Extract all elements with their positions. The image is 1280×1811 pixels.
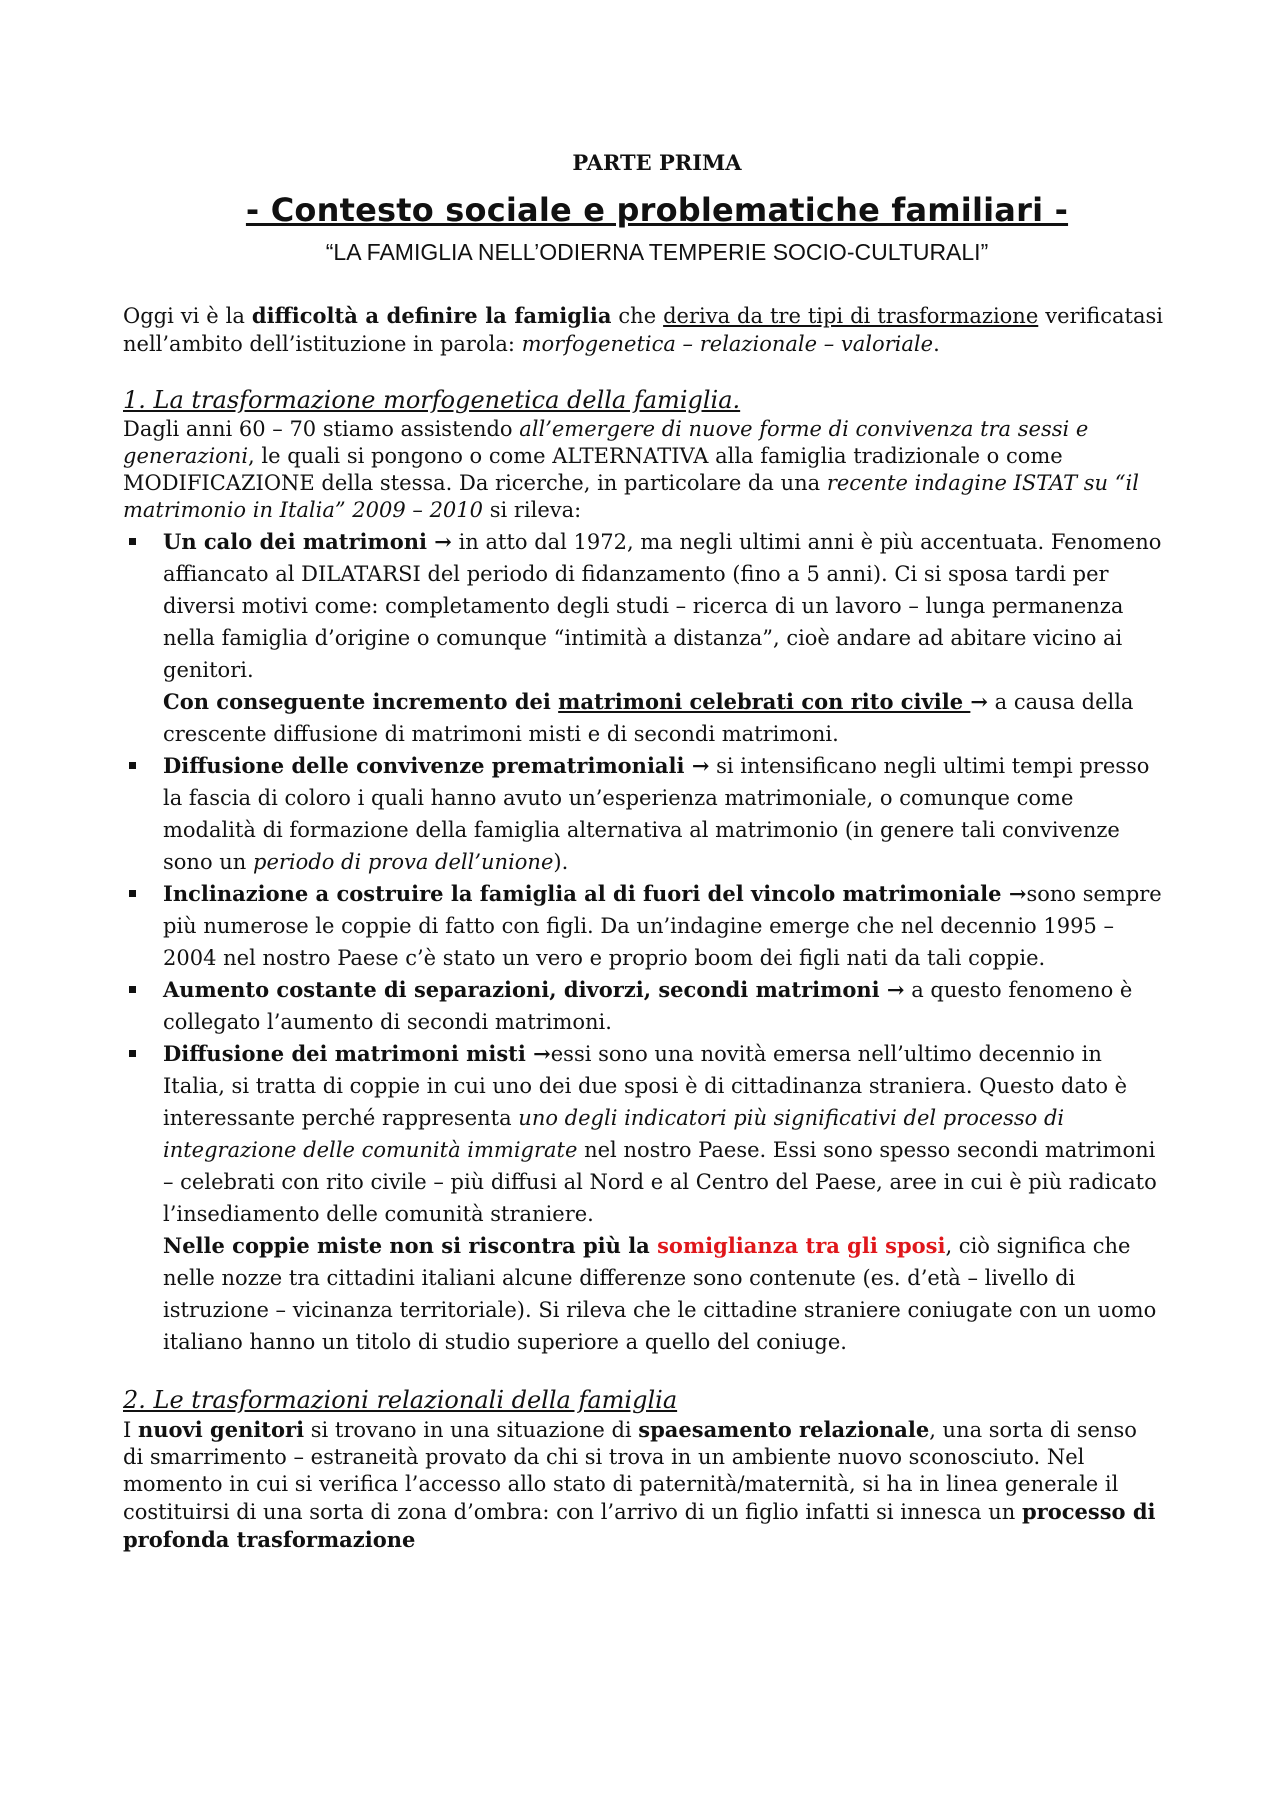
intro-paragraph xyxy=(123,302,1163,358)
section-1-text: , le quali si pongono o come ALTERNATIVA alla famiglia tradizionale o come MODIFICAZIONE della stessa. Da ricerche, in particolare da una xyxy=(123,444,1063,495)
bullet-text: a questo fenomeno è collegato l’aumento di secondi matrimoni. xyxy=(163,978,1133,1034)
list-item xyxy=(123,878,1163,974)
bullet-bold-underline: matrimoni celebrati con rito civile xyxy=(558,689,971,714)
bullet-text: ). xyxy=(553,850,569,874)
intro-italic: morfogenetica – relazionale – valoriale xyxy=(521,332,934,356)
square-bullet-icon xyxy=(129,890,136,897)
section-1-italic: recente indagine ISTAT su “il matrimonio in Italia” 2009 – 2010 xyxy=(123,471,1139,522)
arrow-icon: → xyxy=(970,689,988,714)
bullet-bold: Nelle coppie miste non si riscontra più la xyxy=(163,1233,658,1258)
intro-text: Oggi vi è la xyxy=(123,304,252,328)
bullet-bold: Diffusione dei matrimoni misti xyxy=(163,1041,534,1066)
section-2-text: I xyxy=(123,1418,138,1442)
bullet-bold: Un calo dei matrimoni xyxy=(163,529,435,554)
bullet-subparagraph xyxy=(163,686,1163,750)
list-item xyxy=(123,974,1163,1038)
bullet-text: a causa della crescente diffusione di matrimoni misti e di secondi matrimoni. xyxy=(163,690,1134,746)
bullet-bold: Inclinazione a costruire la famiglia al di fuori del vincolo matrimoniale xyxy=(163,881,1009,906)
section-2-paragraph xyxy=(123,1416,1163,1554)
bullet-text: nel nostro Paese. Essi sono spesso secondi matrimoni – celebrati con rito civile – più diffusi al Nord e al Centro del Paese, aree in cui è più radicato l’insediamento delle comunità straniere. xyxy=(163,1138,1157,1226)
section-1-bullet-list xyxy=(123,526,1163,1358)
section-1-text: si rileva: xyxy=(483,498,582,522)
list-item xyxy=(123,1038,1163,1358)
intro-underline: deriva da tre tipi di trasformazione xyxy=(663,304,1039,328)
bullet-text: , ciò significa che nelle nozze tra cittadini italiani alcune differenze sono contenute (es. d’età – livello di istruzione – vicinanza territoriale). Si rileva che le cittadine straniere coniugate con un uomo italiano hanno un titolo di studio superiore a quello del coniuge. xyxy=(163,1234,1157,1354)
section-2-bold: processo di profonda trasformazione xyxy=(123,1499,1156,1552)
square-bullet-icon xyxy=(129,762,136,769)
bullet-text: in atto dal 1972, ma negli ultimi anni è più accentuata. Fenomeno affiancato al DILATARSI del periodo di fidanzamento (fino a 5 anni). Ci si sposa tardi per diversi motivi come: completamento degli studi – ricerca di un lavoro – lunga permanenza nella famiglia d’origine o comunque “intimità a distanza”, cioè andare ad abitare vicino ai genitori. xyxy=(163,530,1162,682)
document-title: - Contesto sociale e problematiche familiari - xyxy=(245,191,1069,229)
document-subtitle: “LA FAMIGLIA NELL’ODIERNA TEMPERIE SOCIO-CULTURALI” xyxy=(325,239,989,265)
bullet-bold: Con conseguente incremento dei xyxy=(163,689,559,714)
section-1-italic: all’emergere di nuove forme di convivenza tra sessi e generazioni xyxy=(123,417,1089,468)
bullet-text: sono sempre più numerose le coppie di fatto con figli. Da un’indagine emerge che nel decennio 1995 – 2004 nel nostro Paese c’è stato un vero e proprio boom dei figli nati da tali coppie. xyxy=(163,882,1162,970)
section-2-heading: 2. Le trasformazioni relazionali della famiglia xyxy=(123,1386,678,1414)
intro-text: . xyxy=(933,332,940,356)
list-item xyxy=(123,750,1163,878)
bullet-italic: periodo di prova dell’unione xyxy=(253,850,554,874)
bullet-text: essi sono una novità emersa nell’ultimo decennio in Italia, si tratta di coppie in cui uno dei due sposi è di cittadinanza straniera. Questo dato è interessante perché rappresenta xyxy=(163,1042,1128,1130)
bullet-italic: uno degli indicatori più significativi del processo di integrazione delle comunità immigrate xyxy=(163,1106,1065,1162)
highlight-red-text: somiglianza tra gli sposi xyxy=(657,1233,946,1258)
intro-bold: difficoltà a definire la famiglia xyxy=(251,303,612,328)
section-2-bold: spaesamento relazionale xyxy=(638,1417,930,1442)
bullet-subparagraph xyxy=(163,1230,1163,1358)
arrow-icon: → xyxy=(691,753,710,778)
bullet-text: si intensificano negli ultimi tempi presso la fascia di coloro i quali hanno avuto un’esperienza matrimoniale, o comunque come modalità di formazione della famiglia alternativa al matrimonio (in genere tali convivenze sono un xyxy=(163,754,1150,874)
arrow-icon: → xyxy=(533,1041,551,1066)
arrow-icon: → xyxy=(434,529,452,554)
section-1-text: Dagli anni 60 – 70 stiamo assistendo xyxy=(123,417,520,441)
section-2-bold: nuovi genitori xyxy=(137,1417,305,1442)
document-content xyxy=(123,150,1163,1554)
intro-text: che xyxy=(611,304,664,328)
arrow-icon: → xyxy=(1008,881,1027,906)
intro-text: verificatasi nell’ambito dell’istituzione in parola: xyxy=(123,304,1164,356)
section-2-text: , una sorta di senso di smarrimento – estraneità provato da chi si trova in un ambiente nuovo sconosciuto. Nel momento in cui si verifica l’accesso allo stato di paternità/maternità, si ha in linea generale il costituirsi di una sorta di zona d’ombra: con l’arrivo di un figlio infatti si innesca un xyxy=(123,1418,1137,1524)
square-bullet-icon xyxy=(129,1050,136,1057)
bullet-bold: Aumento costante di separazioni, divorzi, secondi matrimoni xyxy=(163,977,887,1002)
square-bullet-icon xyxy=(129,538,136,545)
section-1-heading: 1. La trasformazione morfogenetica della famiglia. xyxy=(123,386,741,414)
section-1-intro xyxy=(123,416,1163,524)
bullet-bold: Diffusione delle convivenze prematrimoniali xyxy=(163,753,692,778)
list-item xyxy=(123,526,1163,750)
arrow-icon: → xyxy=(886,977,905,1002)
section-2-text: si trovano in una situazione di xyxy=(304,1418,639,1442)
square-bullet-icon xyxy=(129,986,136,993)
part-label: PARTE PRIMA xyxy=(572,150,742,175)
